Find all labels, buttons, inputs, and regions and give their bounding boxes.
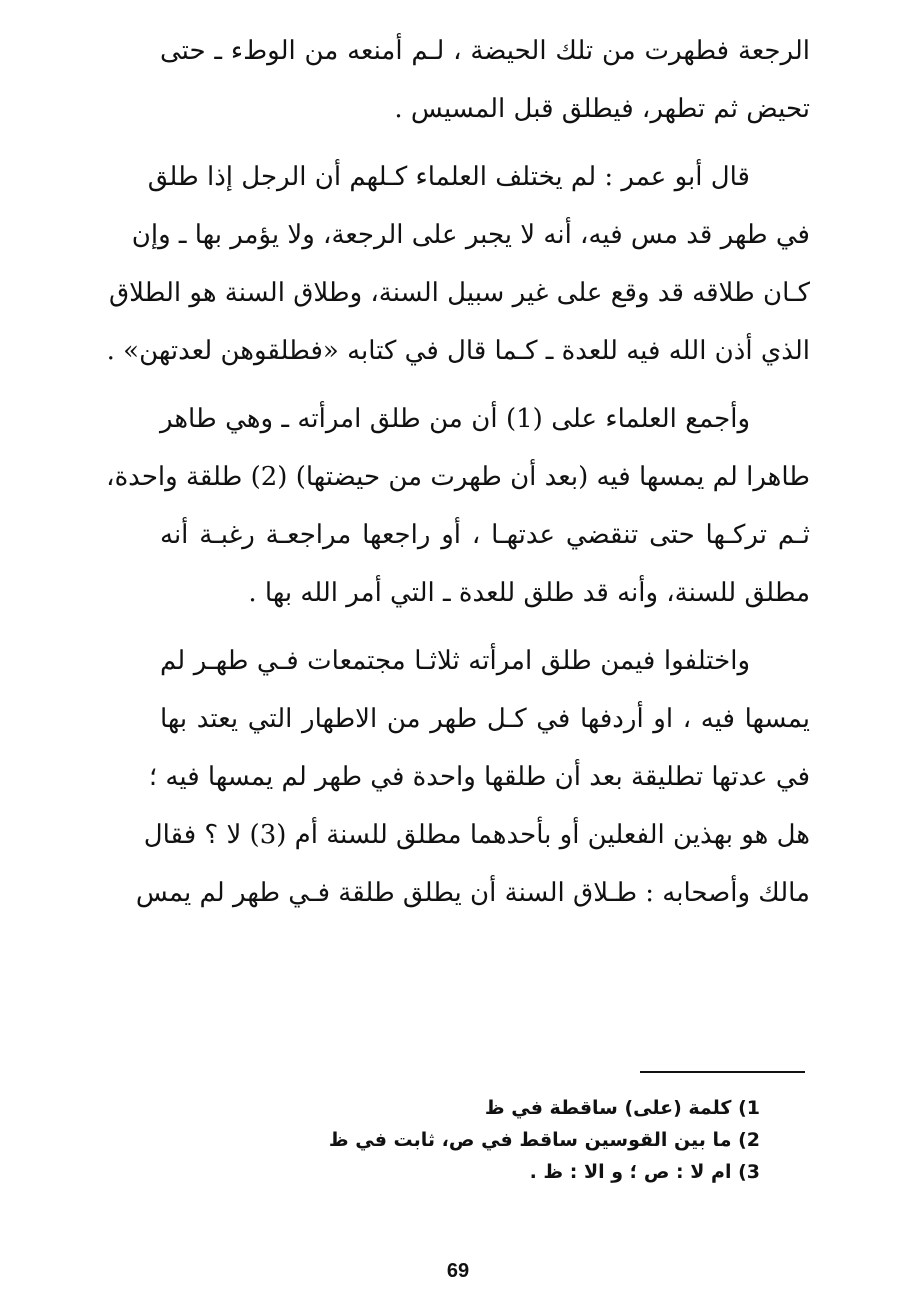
text-line: الرجعة فطهرت من تلك الحيضة ، لـم أمنعه من الوطء ـ حتى <box>160 36 810 66</box>
text-line: في عدتها تطليقة بعد أن طلقها واحدة في طهر لم يمسها فيه ؛ <box>148 762 810 792</box>
text-line: قال أبو عمر : لم يختلف العلماء كـلهم أن الرجل إذا طلق <box>147 162 750 192</box>
paragraph-1 <box>160 22 810 138</box>
text-line: مالك وأصحابه : طـلاق السنة أن يطلق طلقة فـي طهر لم يمس <box>135 878 810 908</box>
footnote-1: 1) كلمة (على) ساقطة في ظ <box>484 1097 760 1119</box>
text-line: وأجمع العلماء على (1) أن من طلق امرأته ـ وهي طاهر <box>160 404 750 434</box>
text-line: واختلفوا فيمن طلق امرأته ثلاثـا مجتمعات فـي طهـر لم <box>160 646 750 676</box>
text-line: ثـم تركـها حتى تنقضي عدتهـا ، أو راجعها مراجعـة رغبـة أنه <box>160 520 810 550</box>
page-number: 69 <box>446 1260 470 1282</box>
text-line: تحيض ثم تطهر، فيطلق قبل المسيس . <box>394 94 810 124</box>
main-text <box>106 22 810 922</box>
paragraph-2 <box>106 148 810 380</box>
footnote-divider <box>640 1071 805 1073</box>
text-line: كـان طلاقه قد وقع على غير سبيل السنة، وطلاق السنة هو الطلاق <box>108 278 810 308</box>
footnotes <box>320 1092 760 1188</box>
text-line: مطلق للسنة، وأنه قد طلق للعدة ـ التي أمر الله بها . <box>248 578 810 608</box>
text-line: في طهر قد مس فيه، أنه لا يجبر على الرجعة، ولا يؤمر بها ـ وإن <box>131 220 810 250</box>
paragraph-3 <box>106 390 810 622</box>
footnote-3: 3) ام لا : ص ؛ و الا : ظ . <box>529 1161 760 1183</box>
text-line: الذي أذن الله فيه للعدة ـ كـما قال في كتابه «فطلقوهن لعدتهن» . <box>106 336 810 366</box>
text-line: طاهرا لم يمسها فيه (بعد أن طهرت من حيضتها) (2) طلقة واحدة، <box>106 462 810 492</box>
footnote-2: 2) ما بين القوسين ساقط في ص، ثابت في ظ <box>328 1129 760 1151</box>
text-line: هل هو بهذين الفعلين أو بأحدهما مطلق للسنة أم (3) لا ؟ فقال <box>143 820 810 850</box>
paragraph-4 <box>135 632 810 922</box>
text-line: يمسها فيه ، او أردفها في كـل طهر من الاطهار التي يعتد بها <box>160 704 810 734</box>
